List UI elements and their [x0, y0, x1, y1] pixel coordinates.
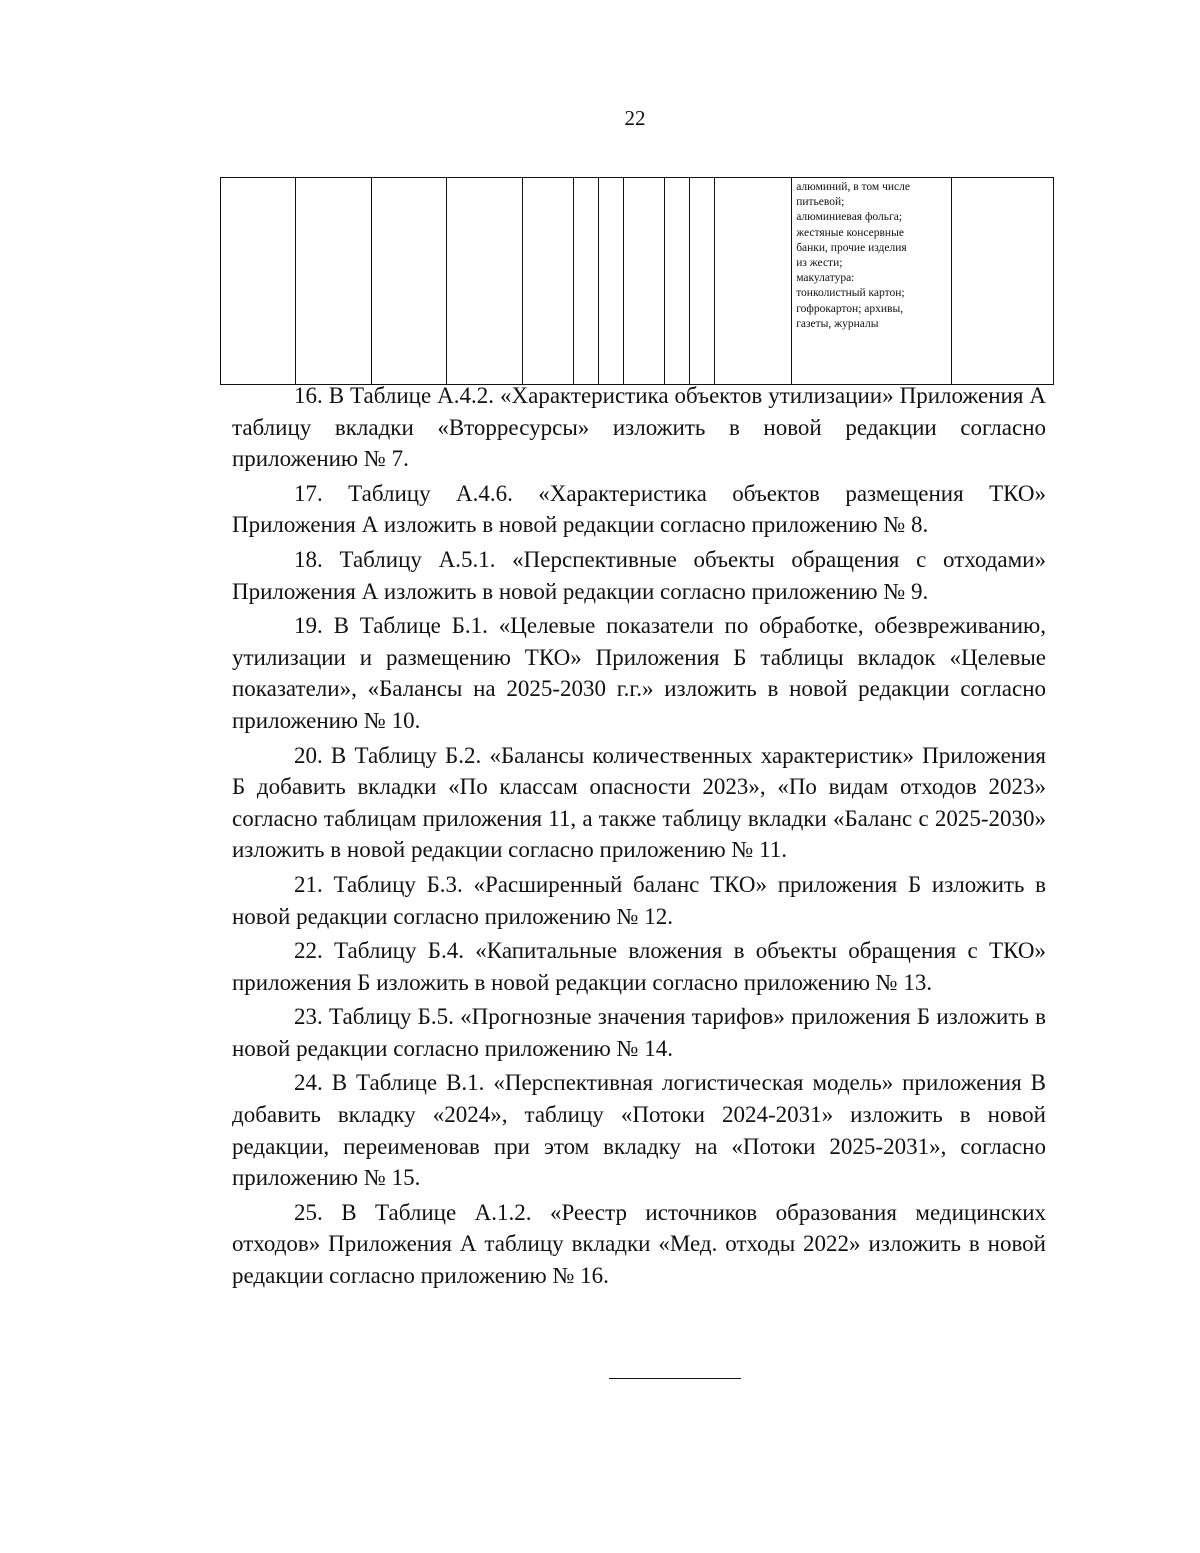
paragraph-21: 21. Таблицу Б.3. «Расширенный баланс ТКО» приложения Б изложить в новой редакции согласно приложению № 12.	[232, 871, 1046, 929]
materials-list: алюминий, в том числе питьевой; алюминиевая фольга; жестяные консервные банки, прочие изделия из жести; макулатура: тонколистный картон; гофрокартон; архивы, газеты, журналы	[796, 181, 910, 330]
table-cell	[371, 178, 447, 385]
table-cell	[447, 178, 523, 385]
paragraph-20: 20. В Таблицу Б.2. «Балансы количественных характеристик» Приложения Б добавить вкладки «По классам опасности 2023», «По видам отходов 2023» согласно таблицам приложения 11, а также таблицу вкладки «Баланс с 2025-2030» изложить в новой редакции согласно приложению № 11.	[232, 742, 1046, 863]
paragraph-19: 19. В Таблице Б.1. «Целевые показатели по обработке, обезвреживанию, утилизации и размещению ТКО» Приложения Б таблицы вкладок «Целевые показатели», «Балансы на 2025-2030 г.г.» изложить в новой редакции согласно приложению № 10.	[232, 613, 1046, 733]
table-cell	[623, 178, 665, 385]
table-cell	[574, 178, 599, 385]
paragraph-22: 22. Таблицу Б.4. «Капитальные вложения в объекты обращения с ТКО» приложения Б изложить в новой редакции согласно приложению № 13.	[232, 938, 1046, 995]
table-cell	[523, 178, 574, 385]
table-cell-materials	[792, 178, 952, 385]
table-cell	[952, 178, 1054, 385]
paragraph-24: 24. В Таблице В.1. «Перспективная логистическая модель» приложения В добавить вкладку «2024», таблицу «Потоки 2024-2031» изложить в новой редакции, переименовав при этом вкладку на «Потоки 2025-2031», согласно приложению № 15.	[232, 1070, 1046, 1191]
table-cell	[690, 178, 715, 385]
table-cell	[715, 178, 792, 385]
table-cell	[221, 178, 296, 385]
table-cell	[599, 178, 624, 385]
table-fragment	[220, 177, 1054, 385]
table-cell	[295, 178, 371, 385]
document-body	[232, 380, 1046, 1295]
table-row	[221, 178, 1054, 385]
end-of-document-rule	[609, 1378, 741, 1379]
paragraph-16: 16. В Таблице А.4.2. «Характеристика объектов утилизации» Приложения А таблицу вкладки «Вторресурсы» изложить в новой редакции согласно приложению № 7.	[232, 383, 1046, 472]
paragraph-23: 23. Таблицу Б.5. «Прогнозные значения тарифов» приложения Б изложить в новой редакции согласно приложению № 14.	[232, 1004, 1046, 1061]
paragraph-25: 25. В Таблице А.1.2. «Реестр источников образования медицинских отходов» Приложения А таблицу вкладки «Мед. отходы 2022» изложить в новой редакции согласно приложению № 16.	[232, 1199, 1046, 1289]
paragraph-17: 17. Таблицу А.4.6. «Характеристика объектов размещения ТКО» Приложения А изложить в новой редакции согласно приложению № 8.	[232, 480, 1046, 538]
paragraph-18: 18. Таблицу А.5.1. «Перспективные объекты обращения с отходами» Приложения А изложить в новой редакции согласно приложению № 9.	[232, 546, 1046, 604]
table-cell	[665, 178, 690, 385]
page-number: 22	[624, 106, 646, 130]
